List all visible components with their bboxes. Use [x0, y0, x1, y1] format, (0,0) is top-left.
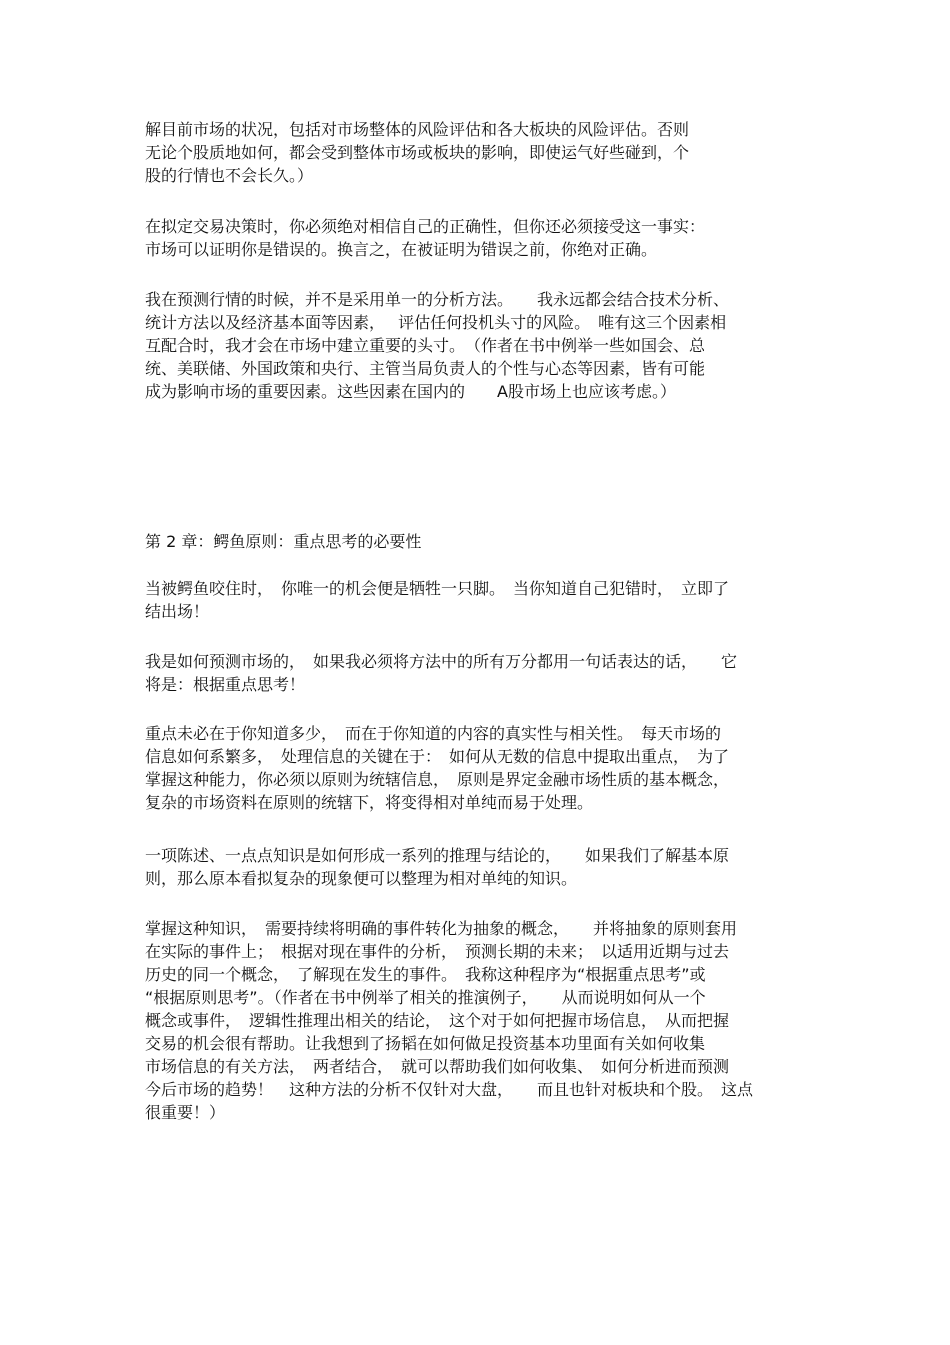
text-line: 统计方法以及经济基本面等因素， 评估任何投机头寸的风险。 唯有这三个因素相 — [145, 313, 727, 332]
chapter-title: 第 2 章：鳄鱼原则：重点思考的必要性 — [145, 532, 422, 551]
text-line: 成为影响市场的重要因素。这些因素在国内的 A股市场上也应该考虑。） — [145, 382, 676, 401]
paragraph-trade-decision — [145, 215, 825, 261]
paragraph-reasoning — [145, 844, 825, 890]
text-line: 在拟定交易决策时，你必须绝对相信自己的正确性，但你还必须接受这一事实： — [145, 217, 706, 236]
paragraph-forecast-method — [145, 288, 825, 403]
paragraph-relevance — [145, 722, 825, 814]
text-line: 历史的同一个概念， 了解现在发生的事件。 我称这种程序为“根据重点思考”或 — [145, 965, 706, 984]
text-line: 我在预测行情的时候，并不是采用单一的分析方法。 我永远都会结合技术分析、 — [145, 290, 730, 309]
paragraph-principles — [145, 917, 825, 1124]
text-line: 概念或事件， 逻辑性推理出相关的结论， 这个对于如何把握市场信息， 从而把握 — [145, 1011, 730, 1030]
text-line: 一项陈述、一点点知识是如何形成一系列的推理与结论的， 如果我们了解基本原 — [145, 846, 730, 865]
text-line: 市场可以证明你是错误的。换言之，在被证明为错误之前，你绝对正确。 — [145, 240, 658, 259]
text-line: 我是如何预测市场的， 如果我必须将方法中的所有万分都用一句话表达的话， 它 — [145, 652, 738, 671]
paragraph-market-risk — [145, 118, 825, 187]
chapter-heading — [145, 530, 825, 553]
text-line: 交易的机会很有帮助。让我想到了扬韬在如何做足投资基本功里面有关如何收集 — [145, 1034, 706, 1053]
text-line: 将是：根据重点思考！ — [145, 675, 306, 694]
text-line: 股的行情也不会长久。） — [145, 166, 314, 185]
text-line: 结出场！ — [145, 602, 210, 621]
text-line: 复杂的市场资料在原则的统辖下，将变得相对单纯而易于处理。 — [145, 793, 594, 812]
text-line: 则，那么原本看拟复杂的现象便可以整理为相对单纯的知识。 — [145, 869, 578, 888]
text-line: 解目前市场的状况，包括对市场整体的风险评估和各大板块的风险评估。否则 — [145, 120, 690, 139]
text-line: 掌握这种知识， 需要持续将明确的事件转化为抽象的概念， 并将抽象的原则套用 — [145, 919, 738, 938]
text-line: 统、美联储、外国政策和央行、主管当局负责人的个性与心态等因素，皆有可能 — [145, 359, 706, 378]
text-line: 市场信息的有关方法， 两者结合， 就可以帮助我们如何收集、 如何分析进而预测 — [145, 1057, 730, 1076]
text-line: 重点未必在于你知道多少， 而在于你知道的内容的真实性与相关性。 每天市场的 — [145, 724, 722, 743]
text-line: 互配合时，我才会在市场中建立重要的头寸。 （作者在书中例举一些如国会、总 — [145, 336, 706, 355]
text-line: 很重要！） — [145, 1103, 226, 1122]
text-line: 信息如何系繁多， 处理信息的关键在于： 如何从无数的信息中提取出重点， 为了 — [145, 747, 730, 766]
text-line: 当被鳄鱼咬住时， 你唯一的机会便是牺牲一只脚。 当你知道自己犯错时， 立即了 — [145, 579, 730, 598]
text-line: 无论个股质地如何，都会受到整体市场或板块的影响，即使运气好些碰到，个 — [145, 143, 690, 162]
text-line: 在实际的事件上； 根据对现在事件的分析， 预测长期的未来； 以适用近期与过去 — [145, 942, 730, 961]
paragraph-crocodile — [145, 577, 825, 623]
text-line: 今后市场的趋势！ 这种方法的分析不仅针对大盘， 而且也针对板块和个股。 这点 — [145, 1080, 754, 1099]
text-line: “根据原则思考”。（作者在书中例举了相关的推演例子， 从而说明如何从一个 — [145, 988, 706, 1007]
text-line: 掌握这种能力，你必须以原则为统辖信息， 原则是界定金融市场性质的基本概念， — [145, 770, 730, 789]
paragraph-key-thinking — [145, 650, 825, 696]
